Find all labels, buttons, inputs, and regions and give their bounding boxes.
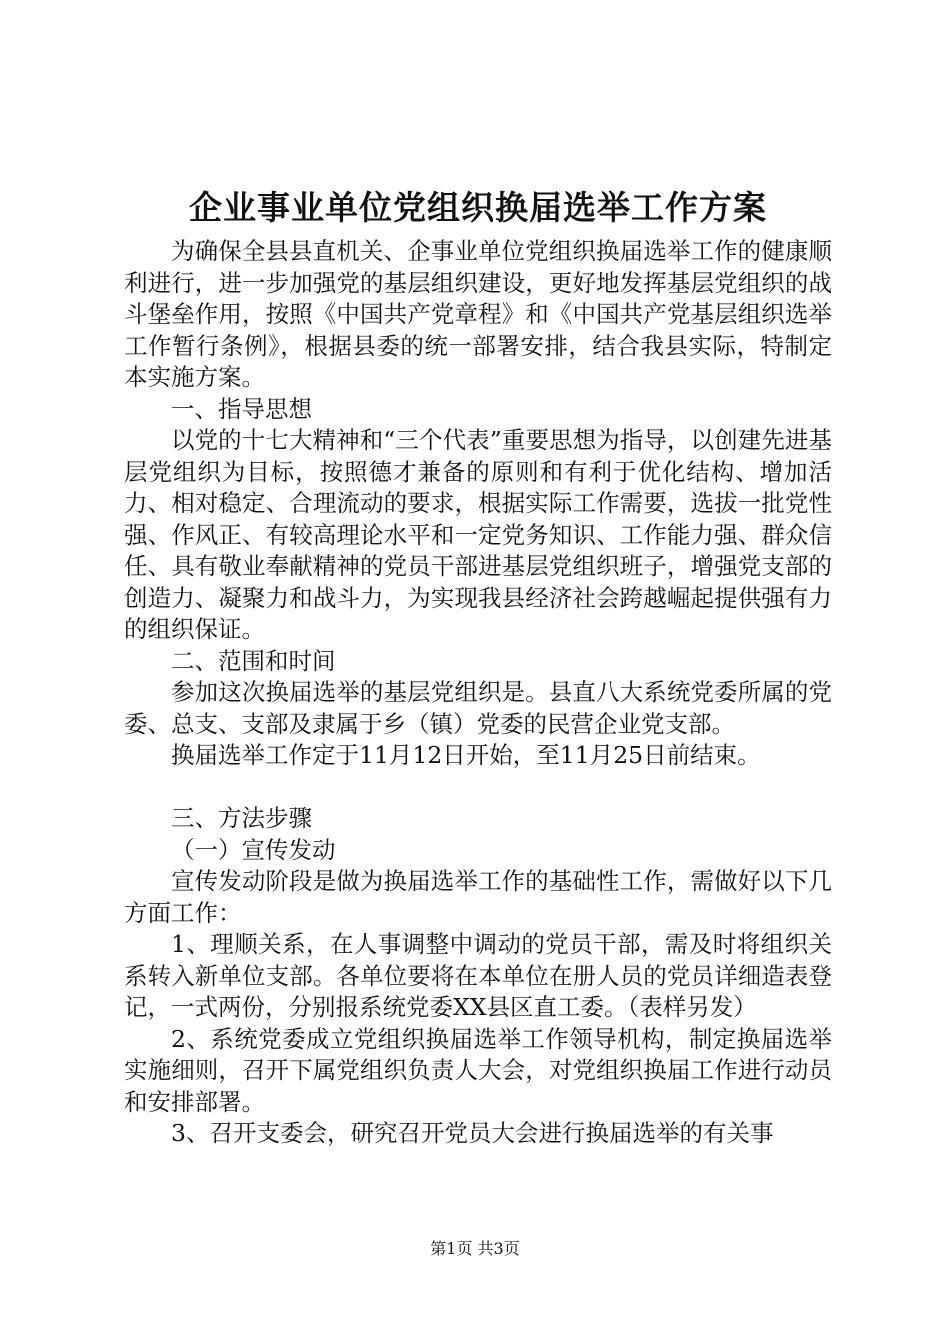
subsection-heading-publicity: （一）宣传发动 [171, 835, 336, 864]
guiding-ideology-paragraph: 以党的十七大精神和“三个代表”重要思想为指导，以创建先进基层党组织为目标，按照德才兼备的原则和有利于优化结构、增加活力、相对稳定、合理流动的要求，根据实际工作需要，选拔一批党性强、作风正、有较高理论水平和一定党务知识、工作能力强、群众信任、具有敬业奉献精神的党员干部进基层党组织班子，增强党支部的创造力、凝聚力和战斗力，为实现我县经济社会跨越崛起提供强有力的组织保证。 [124, 426, 832, 643]
list-item-3: 3、召开支委会，研究召开党员大会进行换届选举的有关事 [171, 1119, 774, 1147]
section-heading-methods-and-steps: 三、方法步骤 [171, 804, 312, 832]
publicity-paragraph: 宣传发动阶段是做为换届选举工作的基础性工作，需做好以下几方面工作： [124, 867, 832, 927]
document-page [124, 180, 832, 1150]
list-item-1: 1、理顺关系，在人事调整中调动的党员干部，需及时将组织关系转入新单位支部。各单位要将在本单位在册人员的党员详细造表登记，一式两份，分别报系统党委XX县区直工委。（表样另发） [124, 930, 832, 1021]
section-heading-scope-and-time: 二、范围和时间 [171, 646, 336, 675]
page-number-footer: 第1页 共3页 [430, 1239, 520, 1258]
document-title: 企业事业单位党组织换届选举工作方案 [189, 188, 767, 227]
scope-paragraph: 参加这次换届选举的基层党组织是。县直八大系统党委所属的党委、总支、支部及隶属于乡（镇）党委的民营企业党支部。 [124, 678, 832, 738]
time-paragraph: 换届选举工作定于11月12日开始，至11月25日前结束。 [171, 741, 761, 769]
list-item-2: 2、系统党委成立党组织换届选举工作领导机构，制定换届选举实施细则，召开下属党组织负责人大会，对党组织换届工作进行动员和安排部署。 [124, 1024, 832, 1116]
intro-paragraph: 为确保全县县直机关、企事业单位党组织换届选举工作的健康顺利进行，进一步加强党的基层组织建设，更好地发挥基层党组织的战斗堡垒作用，按照《中国共产党章程》和《中国共产党基层组织选举工作暂行条例》，根据县委的统一部署安排，结合我县实际，特制定本实施方案。 [124, 237, 832, 391]
blank-line [124, 772, 832, 804]
section-heading-guiding-ideology: 一、指导思想 [171, 394, 312, 423]
